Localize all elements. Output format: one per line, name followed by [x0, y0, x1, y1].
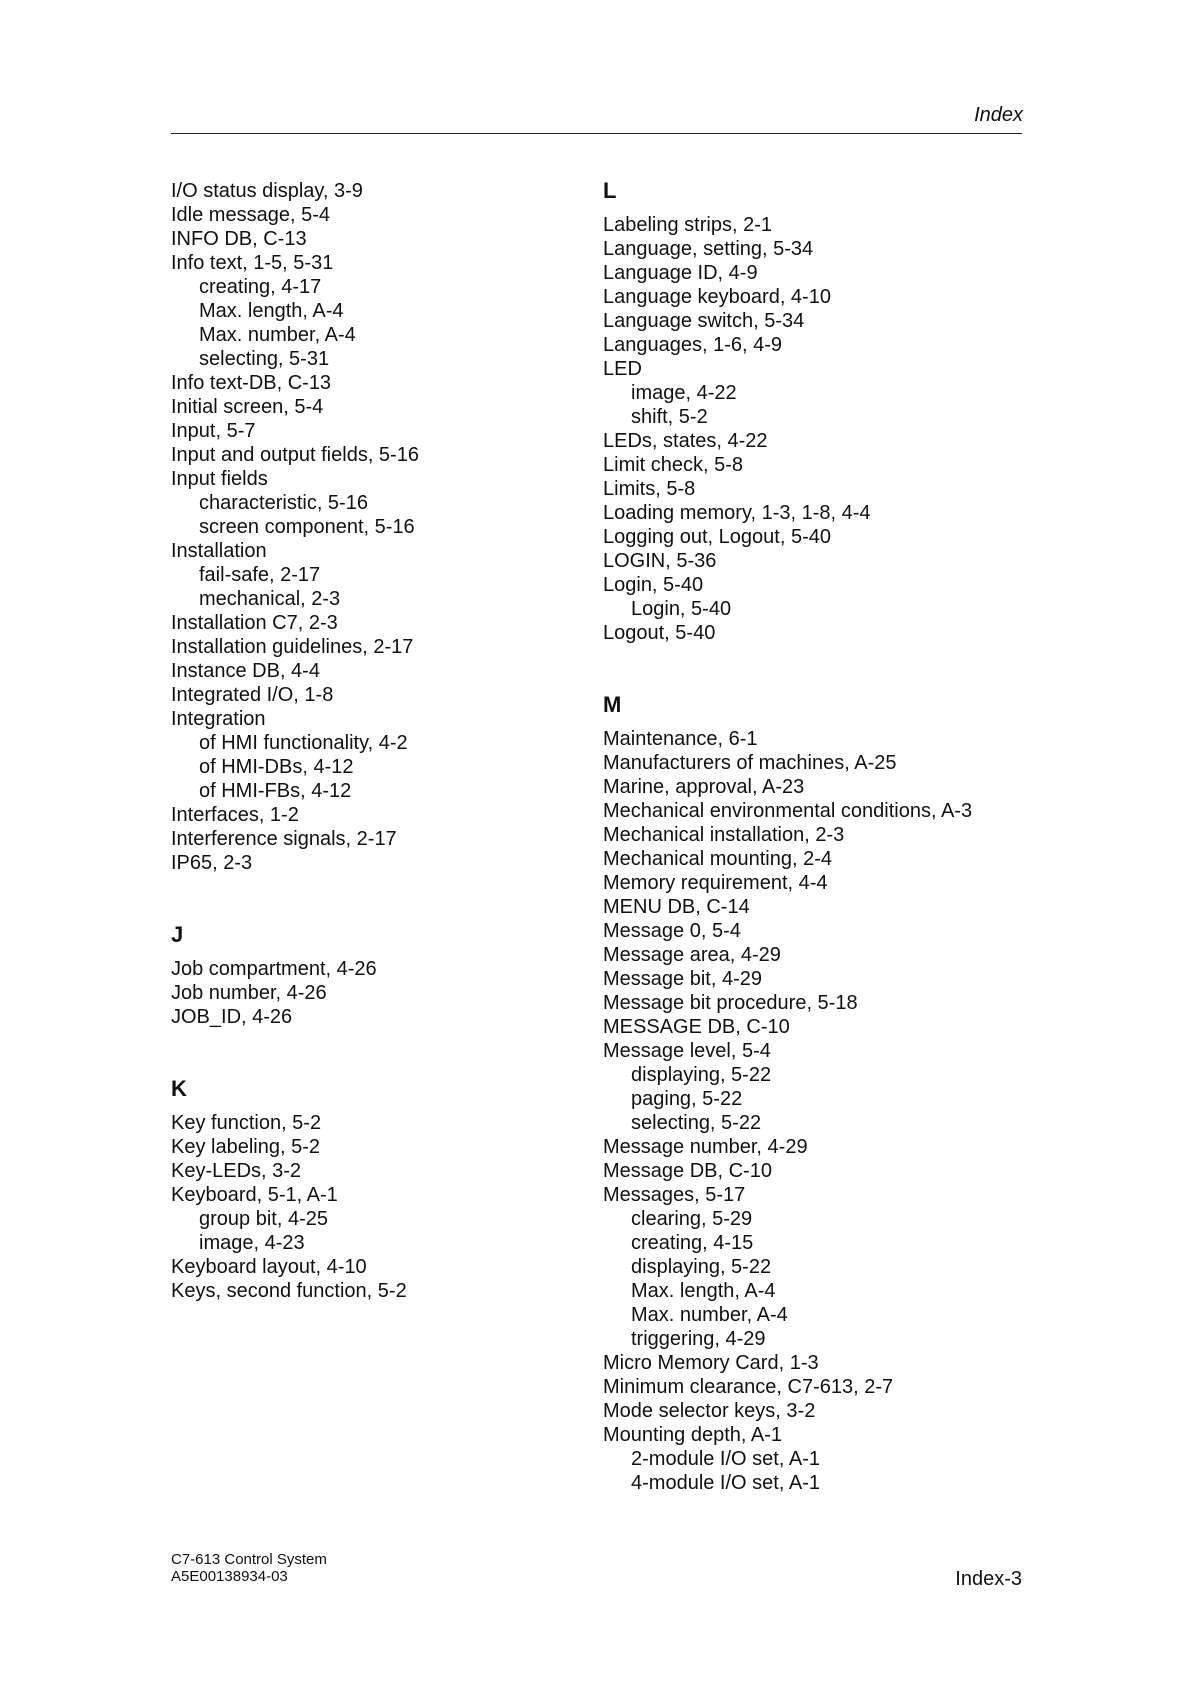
index-entry: Input and output fields, 5-16 — [171, 444, 419, 466]
index-entry: Marine, approval, A-23 — [603, 776, 805, 798]
index-entry: LED — [603, 358, 642, 380]
index-subentry: Max. length, A-4 — [631, 1280, 776, 1302]
index-entry: Mechanical installation, 2-3 — [603, 824, 845, 846]
index-subentry: fail-safe, 2-17 — [199, 564, 321, 586]
footer-order-number: A5E00138934-03 — [171, 1568, 288, 1585]
index-entry: Language ID, 4-9 — [603, 262, 758, 284]
index-entry: Logging out, Logout, 5-40 — [603, 526, 831, 548]
index-column-right — [603, 179, 972, 1495]
index-entry: Message bit, 4-29 — [603, 968, 762, 990]
index-entry: Login, 5-40 — [603, 574, 704, 596]
index-entry: Memory requirement, 4-4 — [603, 872, 828, 894]
index-subentry: 2-module I/O set, A-1 — [631, 1448, 820, 1470]
index-entry: Logout, 5-40 — [603, 622, 716, 644]
index-subentry: paging, 5-22 — [631, 1088, 743, 1110]
index-entry: Instance DB, 4-4 — [171, 660, 320, 682]
index-entry: Info text, 1-5, 5-31 — [171, 252, 334, 274]
index-entry: Message 0, 5-4 — [603, 920, 741, 942]
index-entry: Integrated I/O, 1-8 — [171, 684, 334, 706]
index-entry: Idle message, 5-4 — [171, 204, 330, 226]
index-subentry: creating, 4-17 — [199, 276, 322, 298]
index-subentry: of HMI functionality, 4-2 — [199, 732, 408, 754]
index-subentry: shift, 5-2 — [631, 406, 708, 428]
index-entry: INFO DB, C-13 — [171, 228, 307, 250]
index-entry: Interference signals, 2-17 — [171, 828, 397, 850]
index-subentry: displaying, 5-22 — [631, 1256, 772, 1278]
index-entry: Micro Memory Card, 1-3 — [603, 1352, 819, 1374]
index-entry: Installation guidelines, 2-17 — [171, 636, 414, 658]
index-entry: Keyboard layout, 4-10 — [171, 1256, 367, 1278]
index-entry: Limit check, 5-8 — [603, 454, 744, 476]
index-entry: Input, 5-7 — [171, 420, 256, 442]
index-subentry: of HMI-FBs, 4-12 — [199, 780, 352, 802]
index-entry: Languages, 1-6, 4-9 — [603, 334, 783, 356]
index-subentry: creating, 4-15 — [631, 1232, 754, 1254]
index-entry: Key labeling, 5-2 — [171, 1136, 320, 1158]
index-entry: Limits, 5-8 — [603, 478, 696, 500]
index-subentry: displaying, 5-22 — [631, 1064, 772, 1086]
index-entry: LOGIN, 5-36 — [603, 550, 717, 572]
index-subentry: screen component, 5-16 — [199, 516, 415, 538]
index-subentry: image, 4-22 — [631, 382, 737, 404]
index-letter-heading: L — [603, 178, 617, 203]
index-entry: JOB_ID, 4-26 — [171, 1006, 293, 1028]
index-entry: LEDs, states, 4-22 — [603, 430, 768, 452]
index-entry: Interfaces, 1-2 — [171, 804, 299, 826]
index-entry: Message level, 5-4 — [603, 1040, 771, 1062]
index-entry: Labeling strips, 2-1 — [603, 214, 772, 236]
index-entry: Initial screen, 5-4 — [171, 396, 324, 418]
index-subentry: selecting, 5-22 — [631, 1112, 762, 1134]
index-entry: Mode selector keys, 3-2 — [603, 1400, 816, 1422]
index-entry: Minimum clearance, C7-613, 2-7 — [603, 1376, 894, 1398]
index-entry: Manufacturers of machines, A-25 — [603, 752, 897, 774]
index-entry: Language keyboard, 4-10 — [603, 286, 831, 308]
index-entry: Mechanical environmental conditions, A-3 — [603, 800, 973, 822]
index-letter-heading: M — [603, 692, 622, 717]
index-entry: Installation — [171, 540, 267, 562]
index-entry: Info text-DB, C-13 — [171, 372, 332, 394]
footer-document-info — [171, 1551, 327, 1585]
index-entry: Keyboard, 5-1, A-1 — [171, 1184, 338, 1206]
index-subentry: of HMI-DBs, 4-12 — [199, 756, 354, 778]
index-column-left — [171, 179, 419, 1303]
index-entry: Installation C7, 2-3 — [171, 612, 338, 634]
index-subentry: selecting, 5-31 — [199, 348, 330, 370]
index-subentry: Max. length, A-4 — [199, 300, 344, 322]
index-subentry: Login, 5-40 — [631, 598, 732, 620]
index-entry: Job number, 4-26 — [171, 982, 327, 1004]
index-subentry: characteristic, 5-16 — [199, 492, 368, 514]
index-entry: Job compartment, 4-26 — [171, 958, 377, 980]
index-entry: Message bit procedure, 5-18 — [603, 992, 858, 1014]
index-entry: Input fields — [171, 468, 268, 490]
index-entry: Message number, 4-29 — [603, 1136, 808, 1158]
index-subentry: clearing, 5-29 — [631, 1208, 753, 1230]
index-letter-heading: K — [171, 1076, 187, 1101]
index-entry: Message area, 4-29 — [603, 944, 781, 966]
index-subentry: triggering, 4-29 — [631, 1328, 766, 1350]
index-entry: Integration — [171, 708, 266, 730]
index-entry: Mechanical mounting, 2-4 — [603, 848, 833, 870]
footer-product-name: C7-613 Control System — [171, 1551, 327, 1568]
index-entry: Messages, 5-17 — [603, 1184, 746, 1206]
index-subentry: mechanical, 2-3 — [199, 588, 341, 610]
index-entry: Maintenance, 6-1 — [603, 728, 758, 750]
footer-page-number: Index-3 — [955, 1568, 1022, 1590]
header-divider — [171, 133, 1022, 134]
index-entry: IP65, 2-3 — [171, 852, 253, 874]
index-subentry: Max. number, A-4 — [199, 324, 356, 346]
index-subentry: 4-module I/O set, A-1 — [631, 1472, 820, 1494]
index-entry: Mounting depth, A-1 — [603, 1424, 783, 1446]
index-entry: Message DB, C-10 — [603, 1160, 772, 1182]
index-entry: MESSAGE DB, C-10 — [603, 1016, 790, 1038]
index-entry: MENU DB, C-14 — [603, 896, 750, 918]
index-entry: Key function, 5-2 — [171, 1112, 322, 1134]
index-letter-heading: J — [171, 922, 184, 947]
index-entry: Loading memory, 1-3, 1-8, 4-4 — [603, 502, 871, 524]
index-entry: Language switch, 5-34 — [603, 310, 805, 332]
index-subentry: group bit, 4-25 — [199, 1208, 328, 1230]
index-entry: Keys, second function, 5-2 — [171, 1280, 407, 1302]
index-entry: I/O status display, 3-9 — [171, 180, 363, 202]
running-header: Index — [974, 104, 1023, 126]
index-entry: Key-LEDs, 3-2 — [171, 1160, 302, 1182]
index-subentry: Max. number, A-4 — [631, 1304, 788, 1326]
index-subentry: image, 4-23 — [199, 1232, 305, 1254]
index-entry: Language, setting, 5-34 — [603, 238, 814, 260]
